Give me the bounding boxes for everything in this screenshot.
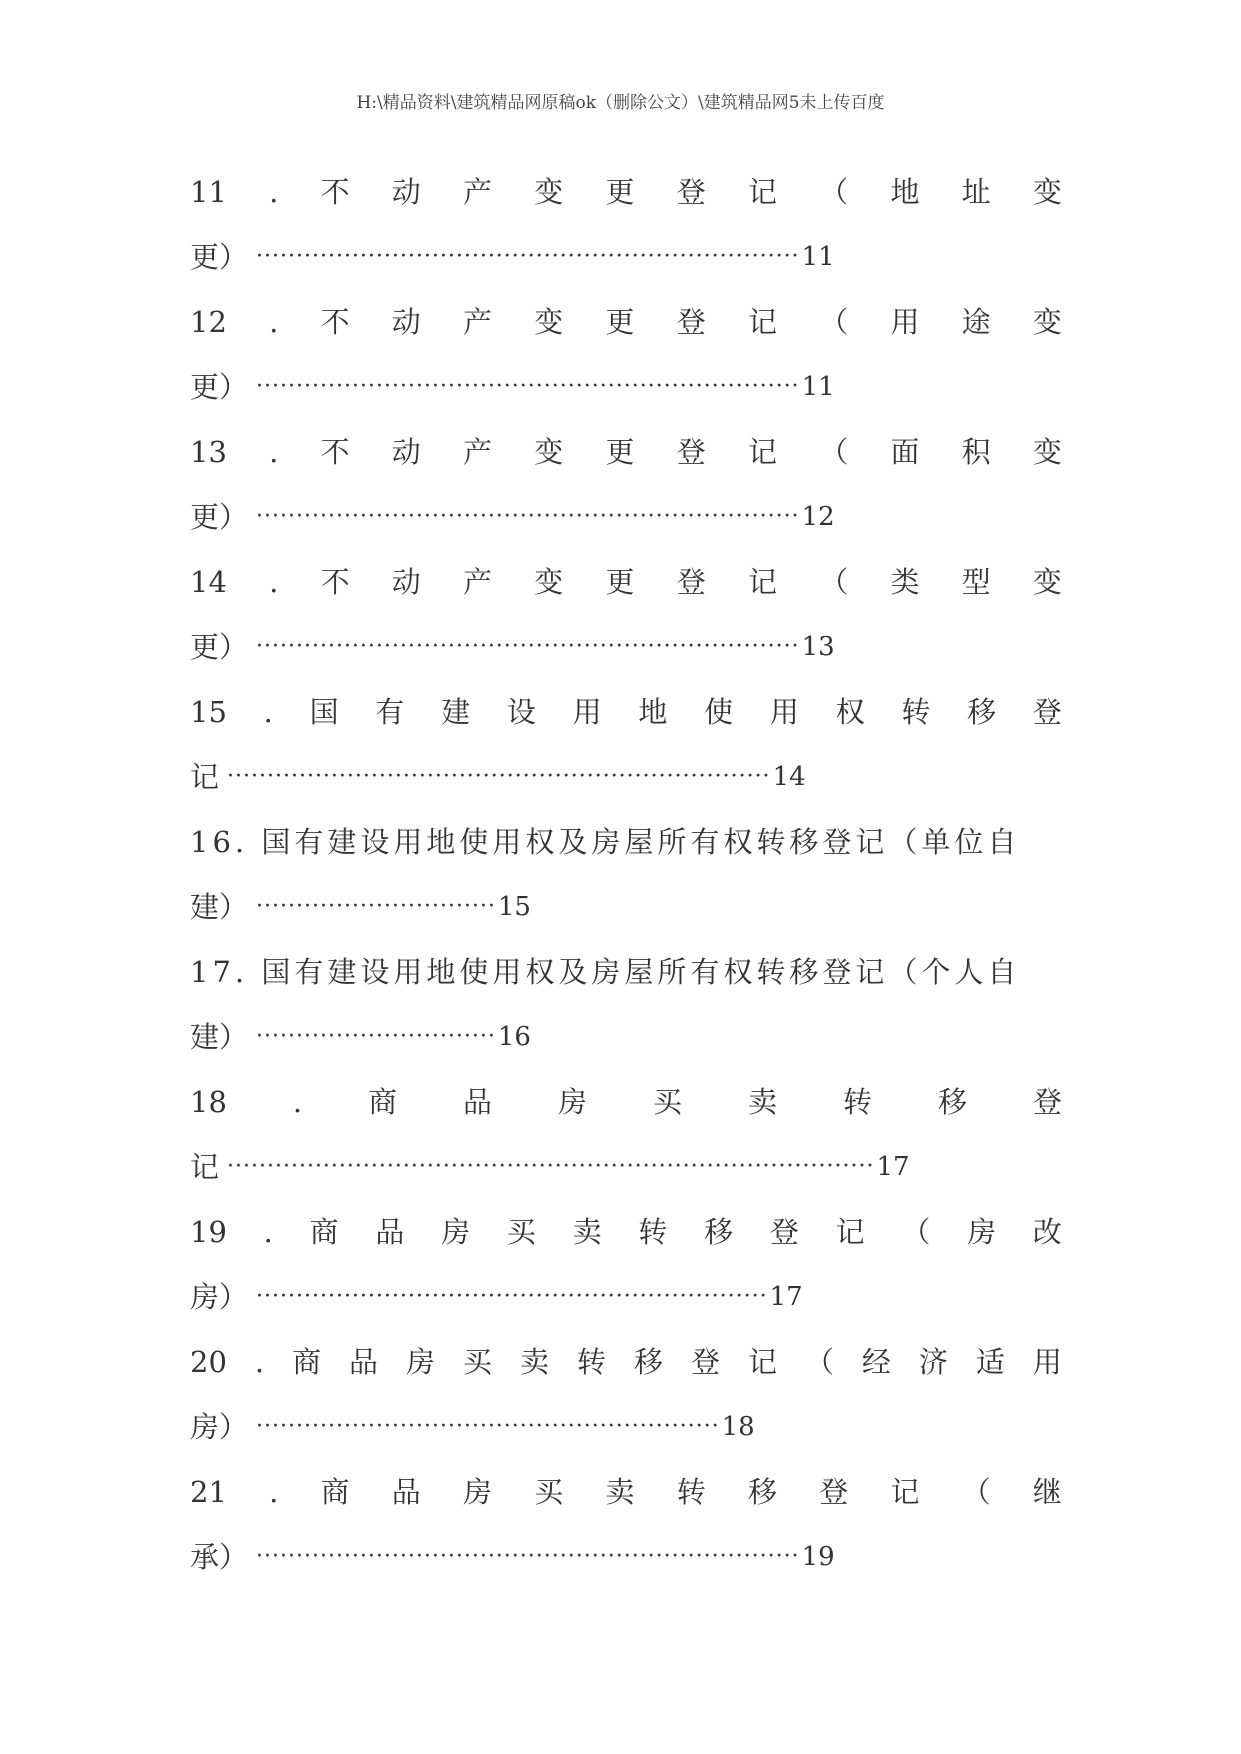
- dot-leader: ····································································: [256, 374, 800, 399]
- page-number: 11: [801, 372, 835, 402]
- toc-entry-continuation: [190, 874, 1062, 940]
- page-number: 15: [497, 892, 531, 922]
- toc-entry: [190, 680, 1062, 810]
- toc-entry-tail: 记: [190, 1150, 220, 1184]
- toc-entry-tail: 更）: [190, 240, 249, 274]
- toc-entry-tail: 更）: [190, 500, 249, 534]
- page-number: 12: [801, 502, 835, 532]
- toc-entry-continuation: [190, 1524, 1062, 1590]
- page-number: 17: [769, 1282, 803, 1312]
- toc-entry-title: 18 . 商 品 房 买 卖 转 移 登: [190, 1085, 1062, 1119]
- toc-entry-title: 11 . 不 动 产 变 更 登 记 （ 地 址 变: [190, 175, 1062, 209]
- toc-entry: [190, 810, 1062, 940]
- page-number: 16: [497, 1022, 531, 1052]
- dot-leader: ······························: [256, 894, 496, 919]
- toc-entry-tail: 房）: [190, 1280, 249, 1314]
- toc-entry-title: 20 . 商 品 房 买 卖 转 移 登 记 （ 经 济 适 用: [190, 1345, 1062, 1379]
- dot-leader: ······························: [256, 1024, 496, 1049]
- toc-entry-tail: 记: [190, 760, 220, 794]
- page-number: 11: [801, 242, 835, 272]
- toc-entry-title: 12 . 不 动 产 变 更 登 记 （ 用 途 变: [190, 305, 1062, 339]
- page-number: 17: [876, 1152, 910, 1182]
- file-path-header: H:\精品资料\建筑精品网原稿ok（删除公文）\建筑精品网5未上传百度: [356, 93, 885, 113]
- toc-entry-title: 19 . 商 品 房 买 卖 转 移 登 记 （ 房 改: [190, 1215, 1062, 1249]
- toc-entry: [190, 1200, 1062, 1330]
- toc-entry-title: 15 . 国 有 建 设 用 地 使 用 权 转 移 登: [190, 695, 1062, 729]
- toc-entry-tail: 更）: [190, 370, 249, 404]
- dot-leader: ·················································································: [227, 1154, 875, 1179]
- toc-entry-tail: 房）: [190, 1410, 249, 1444]
- toc-entry-tail: 建）: [190, 890, 249, 924]
- toc-entry-tail: 建）: [190, 1020, 249, 1054]
- toc-entry-continuation: [190, 744, 1062, 810]
- toc-entry: [190, 1070, 1062, 1200]
- toc-entry-continuation: [190, 224, 1062, 290]
- dot-leader: ····································································: [227, 764, 771, 789]
- toc-entry: [190, 550, 1062, 680]
- dot-leader: ································································: [256, 1284, 768, 1309]
- dot-leader: ····································································: [256, 1544, 800, 1569]
- page-number: 18: [721, 1412, 755, 1442]
- toc-entry-title: 14 . 不 动 产 变 更 登 记 （ 类 型 变: [190, 565, 1062, 599]
- page-number: 14: [772, 762, 806, 792]
- toc-entry-continuation: [190, 1264, 1062, 1330]
- toc-entry: [190, 1330, 1062, 1460]
- toc-entry-continuation: [190, 354, 1062, 420]
- toc-entry-title: 17. 国有建设用地使用权及房屋所有权转移登记（个人自: [190, 955, 1021, 989]
- toc-entry: [190, 160, 1062, 290]
- toc-entry-title: 13 . 不 动 产 变 更 登 记 （ 面 积 变: [190, 435, 1062, 469]
- toc-entry-tail: 承）: [190, 1540, 249, 1574]
- toc-entry: [190, 290, 1062, 420]
- dot-leader: ····································································: [256, 244, 800, 269]
- table-of-contents: [190, 160, 1062, 1590]
- toc-entry-continuation: [190, 484, 1062, 550]
- toc-entry-title: 16. 国有建设用地使用权及房屋所有权转移登记（单位自: [190, 825, 1021, 859]
- dot-leader: ····································································: [256, 634, 800, 659]
- page-number: 19: [801, 1542, 835, 1572]
- dot-leader: ··························································: [256, 1414, 720, 1439]
- dot-leader: ····································································: [256, 504, 800, 529]
- toc-entry: [190, 420, 1062, 550]
- toc-entry-continuation: [190, 1134, 1062, 1200]
- page-number: 13: [801, 632, 835, 662]
- toc-entry-continuation: [190, 1394, 1062, 1460]
- toc-entry: [190, 1460, 1062, 1590]
- toc-entry-title: 21 . 商 品 房 买 卖 转 移 登 记 （ 继: [190, 1475, 1062, 1509]
- toc-entry: [190, 940, 1062, 1070]
- toc-entry-continuation: [190, 1004, 1062, 1070]
- toc-entry-continuation: [190, 614, 1062, 680]
- toc-entry-tail: 更）: [190, 630, 249, 664]
